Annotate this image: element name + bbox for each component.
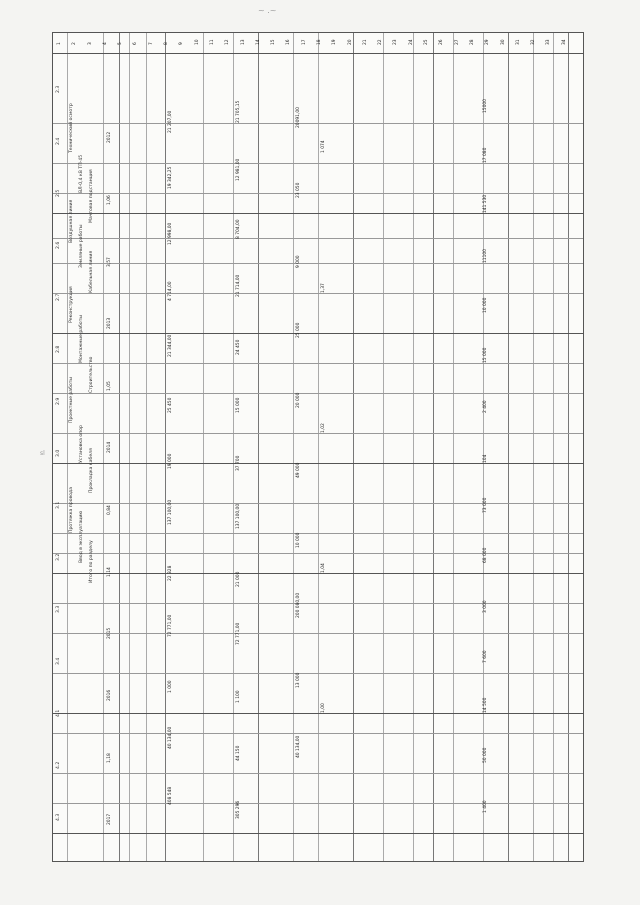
column-number: 14 <box>255 39 261 45</box>
cell-value: 137 100,00 <box>168 499 173 525</box>
cell-value: 44 150 <box>236 745 241 761</box>
cell-value: 20091,00 <box>296 107 301 128</box>
row-code: 2.4 <box>56 137 61 145</box>
row-divider <box>53 213 583 214</box>
cell-value: 37 700 <box>236 455 241 471</box>
column-number: 17 <box>301 39 307 45</box>
cell-value: 4 714,00 <box>168 281 173 301</box>
row-label: Кабельная линия <box>89 250 94 293</box>
cell-value: 305 296 <box>236 800 241 819</box>
column-number: 24 <box>408 39 414 45</box>
column-number: 13 <box>240 39 246 45</box>
column-number: 11 <box>209 39 215 45</box>
row-code: 3.0 <box>56 449 61 457</box>
row-code: 2.3 <box>56 85 61 93</box>
row-code: 2.7 <box>56 293 61 301</box>
row-label: Установка опор <box>79 425 84 463</box>
cell-value: 8 704,00 <box>236 219 241 239</box>
column-number: 1 <box>57 42 62 45</box>
row-label: ВЛ-0,4 кВ ТП-45 <box>79 154 84 193</box>
cell-value: 24 450 <box>236 339 241 355</box>
cell-value: 72 771,00 <box>168 614 173 637</box>
cell-value: 1 074 <box>321 140 326 153</box>
cell-value: 3,57 <box>107 257 112 267</box>
cell-value: 21 000 <box>236 571 241 587</box>
column-divider <box>383 33 384 861</box>
cell-value: 1,06 <box>107 195 112 205</box>
cell-value: 21 705,15 <box>236 100 241 123</box>
column-divider <box>67 33 68 861</box>
cell-value: 408 548 <box>168 786 173 805</box>
column-number: 21 <box>362 39 368 45</box>
column-number: 26 <box>439 39 445 45</box>
column-number: 22 <box>378 39 384 45</box>
column-number: 8 <box>164 42 170 45</box>
row-divider <box>53 713 583 714</box>
cell-value: 21 714,00 <box>236 274 241 297</box>
row-divider <box>53 163 583 164</box>
column-number: 32 <box>531 39 537 45</box>
cell-value: 15 000 <box>236 397 241 413</box>
row-code: 3.2 <box>56 553 61 561</box>
cell-value: 20 000 <box>296 392 301 408</box>
cell-value: 2012 <box>107 131 112 143</box>
cell-value: 200 080,00 <box>296 592 301 618</box>
cell-value: 3 000 <box>483 600 488 613</box>
cell-value: 73 000 <box>483 497 488 513</box>
column-number: 12 <box>225 39 231 45</box>
cell-value: 23 050 <box>296 182 301 198</box>
cell-value: 72 771,00 <box>236 622 241 645</box>
cell-value: 68 000 <box>483 547 488 563</box>
cell-value: 1,37 <box>321 283 326 293</box>
cell-value: 21 207,00 <box>168 110 173 133</box>
cell-value: 10 000 <box>483 297 488 313</box>
row-label: Монтажные работы <box>79 314 84 363</box>
column-number: 33 <box>546 39 552 45</box>
column-number: 31 <box>515 39 521 45</box>
cell-value: 21 344,00 <box>168 334 173 357</box>
cell-value: 12 998,00 <box>168 222 173 245</box>
cell-value: 15000 <box>483 99 488 113</box>
row-divider <box>53 773 583 774</box>
row-divider <box>53 333 583 334</box>
column-divider <box>433 33 434 861</box>
column-divider <box>508 33 509 861</box>
row-code: 2.9 <box>56 397 61 405</box>
column-number: 2 <box>72 42 78 45</box>
column-divider <box>293 33 294 861</box>
row-divider <box>53 573 583 574</box>
column-divider <box>119 33 120 861</box>
row-divider <box>53 433 583 434</box>
column-number: 4 <box>102 42 108 45</box>
row-code: 4.1 <box>56 709 61 717</box>
column-number: 28 <box>469 39 475 45</box>
row-code: 3.3 <box>56 605 61 613</box>
column-divider <box>553 33 554 861</box>
cell-value: 2017 <box>107 813 112 825</box>
cell-value: 13 000 <box>296 672 301 688</box>
row-label: Итого по разделу <box>89 540 94 583</box>
row-label: Воздушная линия <box>69 199 74 243</box>
row-label: Земляные работы <box>79 224 84 268</box>
cell-value: 11100 <box>483 249 488 263</box>
row-divider <box>53 733 583 734</box>
column-divider <box>453 33 454 861</box>
top-scan-mark: ~ .~ <box>258 6 277 15</box>
cell-value: 2013 <box>107 317 112 329</box>
column-divider <box>103 33 104 861</box>
column-divider <box>165 33 166 861</box>
row-divider <box>53 833 583 834</box>
cell-value: 1,04 <box>321 563 326 573</box>
cell-value: 25 450 <box>168 397 173 413</box>
row-label: Технический осмотр <box>69 103 74 153</box>
row-label: Прокладка кабеля <box>89 448 94 493</box>
cell-value: 2015 <box>107 627 112 639</box>
cell-value: 137 100,00 <box>236 503 241 529</box>
cell-value: 22 328 <box>168 565 173 581</box>
column-divider <box>413 33 414 861</box>
column-number: 7 <box>148 42 154 45</box>
column-number: 10 <box>194 39 200 45</box>
row-divider <box>53 363 583 364</box>
cell-value: 19 342,25 <box>168 166 173 189</box>
cell-value: 2 400 <box>483 400 488 413</box>
column-number: 6 <box>133 42 139 45</box>
cell-value: 7 600 <box>483 650 488 663</box>
cell-value: 40 134,00 <box>168 726 173 749</box>
column-number: 19 <box>332 39 338 45</box>
column-number: 23 <box>393 39 399 45</box>
column-number: 15 <box>271 39 277 45</box>
row-code: 4.2 <box>56 761 61 769</box>
column-divider <box>146 33 147 861</box>
cell-value: 2014 <box>107 441 112 453</box>
row-code: 2.8 <box>56 345 61 353</box>
column-number: 18 <box>317 39 322 45</box>
cell-value: 15 000 <box>483 347 488 363</box>
cell-value: 1 000 <box>168 680 173 693</box>
column-divider <box>233 33 234 861</box>
cell-value: 1,05 <box>107 381 112 391</box>
cell-value: 141 530 <box>483 194 488 213</box>
cell-value: 12 981,00 <box>236 158 241 181</box>
column-number: 3 <box>87 42 93 45</box>
row-code: 2.6 <box>56 241 61 249</box>
row-divider <box>53 603 583 604</box>
column-divider <box>318 33 319 861</box>
cell-value: 1,18 <box>107 753 112 763</box>
row-divider <box>53 633 583 634</box>
side-scan-mark: sl <box>40 450 45 457</box>
column-number: 9 <box>179 42 185 45</box>
row-divider <box>53 53 583 54</box>
row-divider <box>53 553 583 554</box>
data-table <box>52 32 584 862</box>
cell-value: 19 000 <box>168 453 173 469</box>
column-number: 29 <box>485 39 491 45</box>
row-divider <box>53 503 583 504</box>
cell-value: 25 000 <box>296 322 301 338</box>
cell-value: 1,02 <box>321 423 326 433</box>
column-number: 30 <box>500 39 506 45</box>
row-divider <box>53 123 583 124</box>
cell-value: 1 100 <box>236 690 241 703</box>
row-divider <box>53 263 583 264</box>
row-label: Реконструкция <box>69 286 74 323</box>
cell-value: 49 000 <box>296 462 301 478</box>
row-label: Протяжка провода <box>69 486 74 533</box>
cell-value: 50 000 <box>483 747 488 763</box>
cell-value: 0,84 <box>107 505 112 515</box>
row-code: 3.4 <box>56 657 61 665</box>
column-number: 27 <box>454 39 460 45</box>
column-number: 25 <box>424 39 430 45</box>
cell-value: 40 134,00 <box>296 735 301 758</box>
column-divider <box>203 33 204 861</box>
cell-value: 9 000 <box>296 255 301 268</box>
cell-value: 17 080 <box>483 147 488 163</box>
cell-value: 2016 <box>107 689 112 701</box>
column-divider <box>568 33 569 861</box>
column-number: 16 <box>286 39 292 45</box>
cell-value: 14 500 <box>483 697 488 713</box>
row-label: Ввод в эксплуатацию <box>79 510 84 563</box>
cell-value: 1,14 <box>107 567 112 577</box>
row-label: Проектные работы <box>69 376 74 423</box>
cell-value: 10 000 <box>296 532 301 548</box>
row-code: 4.3 <box>56 813 61 821</box>
row-divider <box>53 293 583 294</box>
row-divider <box>53 463 583 464</box>
column-divider <box>129 33 130 861</box>
row-label: Мачтовая подстанция <box>89 169 94 223</box>
cell-value: 1,00 <box>321 703 326 713</box>
column-number: 34 <box>561 39 567 45</box>
row-divider <box>53 533 583 534</box>
row-divider <box>53 393 583 394</box>
cell-value: 104 <box>483 454 488 463</box>
row-code: 2.5 <box>56 189 61 197</box>
row-divider <box>53 673 583 674</box>
row-code: 3.1 <box>56 501 61 509</box>
column-number: 20 <box>347 39 353 45</box>
row-label: Строительство <box>89 356 94 393</box>
row-divider <box>53 238 583 239</box>
row-divider <box>53 803 583 804</box>
row-divider <box>53 193 583 194</box>
cell-value: 1 400 <box>483 800 488 813</box>
column-divider <box>353 33 354 861</box>
column-number: 5 <box>118 42 124 45</box>
